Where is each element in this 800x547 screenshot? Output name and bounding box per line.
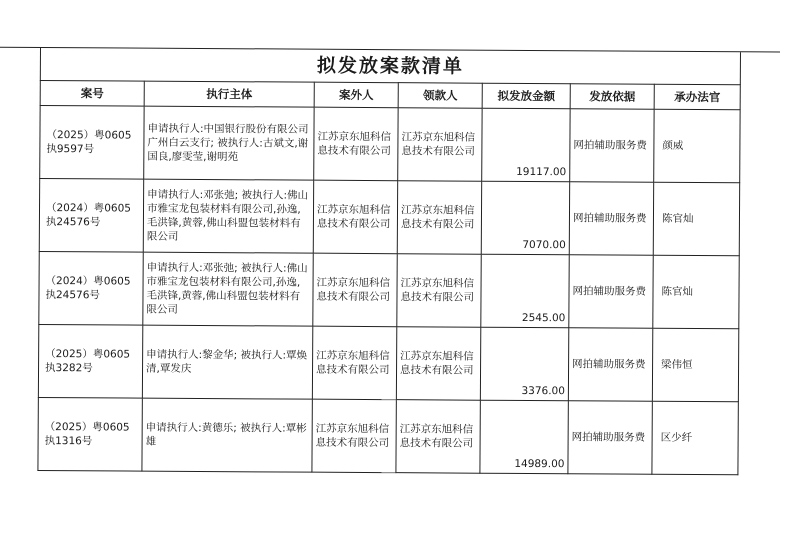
amount-cell: 14989.00 (480, 400, 568, 474)
header-outsider: 案外人 (314, 82, 398, 108)
case-number-cell: （2025）粤0605执9597号 (40, 106, 144, 180)
judge-cell: 颜威 (654, 109, 740, 183)
amount-cell: 2545.00 (481, 254, 569, 328)
subject-cell: 申请执行人:邓张弛; 被执行人:佛山市雅宝龙包装材料有限公司,孙逸,毛洪锋,黄蓉,佛山科盟包装材料有限公司 (143, 252, 313, 326)
amount-cell: 19117.00 (482, 108, 570, 182)
case-number-cell: （2025）粤0605执1316号 (38, 397, 142, 471)
header-basis: 发放依据 (570, 84, 654, 110)
outsider-cell: 江苏京东旭科信息技术有限公司 (312, 399, 396, 473)
outsider-cell: 江苏京东旭科信息技术有限公司 (313, 180, 397, 254)
case-number-cell: （2024）粤0605执24576号 (39, 251, 143, 325)
basis-cell: 网拍辅助服务费 (569, 255, 653, 329)
payee-cell: 江苏京东旭科信息技术有限公司 (396, 327, 480, 401)
document-sheet (37, 48, 740, 475)
disbursement-table (37, 48, 741, 475)
judge-cell: 梁伟恒 (652, 328, 738, 402)
subject-cell: 申请执行人:邓张弛; 被执行人:佛山市雅宝龙包装材料有限公司,孙逸,毛洪锋,黄蓉,佛山科盟包装材料有限公司 (143, 179, 313, 253)
payee-cell: 江苏京东旭科信息技术有限公司 (397, 254, 481, 328)
subject-cell: 申请执行人:中国银行股份有限公司广州白云支行; 被执行人:古斌文,谢国良,廖雯莹,谢明苑 (144, 106, 314, 180)
subject-cell: 申请执行人:黎金华; 被执行人:覃焕清,覃发庆 (142, 325, 312, 399)
outsider-cell: 江苏京东旭科信息技术有限公司 (314, 107, 398, 181)
payee-cell: 江苏京东旭科信息技术有限公司 (396, 400, 480, 474)
judge-cell: 陈官灿 (653, 255, 739, 329)
case-number-cell: （2024）粤0605执24576号 (39, 179, 143, 253)
table-row (39, 179, 739, 256)
page-title: 拟发放案款清单 (40, 48, 740, 85)
header-subject: 执行主体 (144, 81, 314, 107)
table-row (38, 397, 738, 474)
outsider-cell: 江苏京东旭科信息技术有限公司 (313, 253, 397, 327)
subject-cell: 申请执行人:黄德乐; 被执行人:覃彬雄 (142, 398, 312, 472)
header-case-no: 案号 (40, 81, 144, 107)
judge-cell: 区少纤 (652, 401, 738, 475)
outsider-cell: 江苏京东旭科信息技术有限公司 (312, 326, 396, 400)
table-row (39, 251, 739, 328)
basis-cell: 网拍辅助服务费 (570, 109, 654, 183)
table-row (38, 324, 738, 401)
amount-cell: 3376.00 (480, 327, 568, 401)
basis-cell: 网拍辅助服务费 (568, 328, 652, 402)
case-number-cell: （2025）粤0605执3282号 (38, 324, 142, 398)
judge-cell: 陈官灿 (653, 182, 739, 256)
header-payee: 领款人 (398, 83, 482, 109)
basis-cell: 网拍辅助服务费 (569, 182, 653, 256)
amount-cell: 7070.00 (481, 181, 569, 255)
payee-cell: 江苏京东旭科信息技术有限公司 (398, 108, 482, 182)
header-amount: 拟发放金额 (482, 83, 570, 109)
basis-cell: 网拍辅助服务费 (568, 401, 652, 475)
payee-cell: 江苏京东旭科信息技术有限公司 (397, 181, 481, 255)
table-row (40, 106, 740, 183)
header-judge: 承办法官 (654, 84, 740, 110)
